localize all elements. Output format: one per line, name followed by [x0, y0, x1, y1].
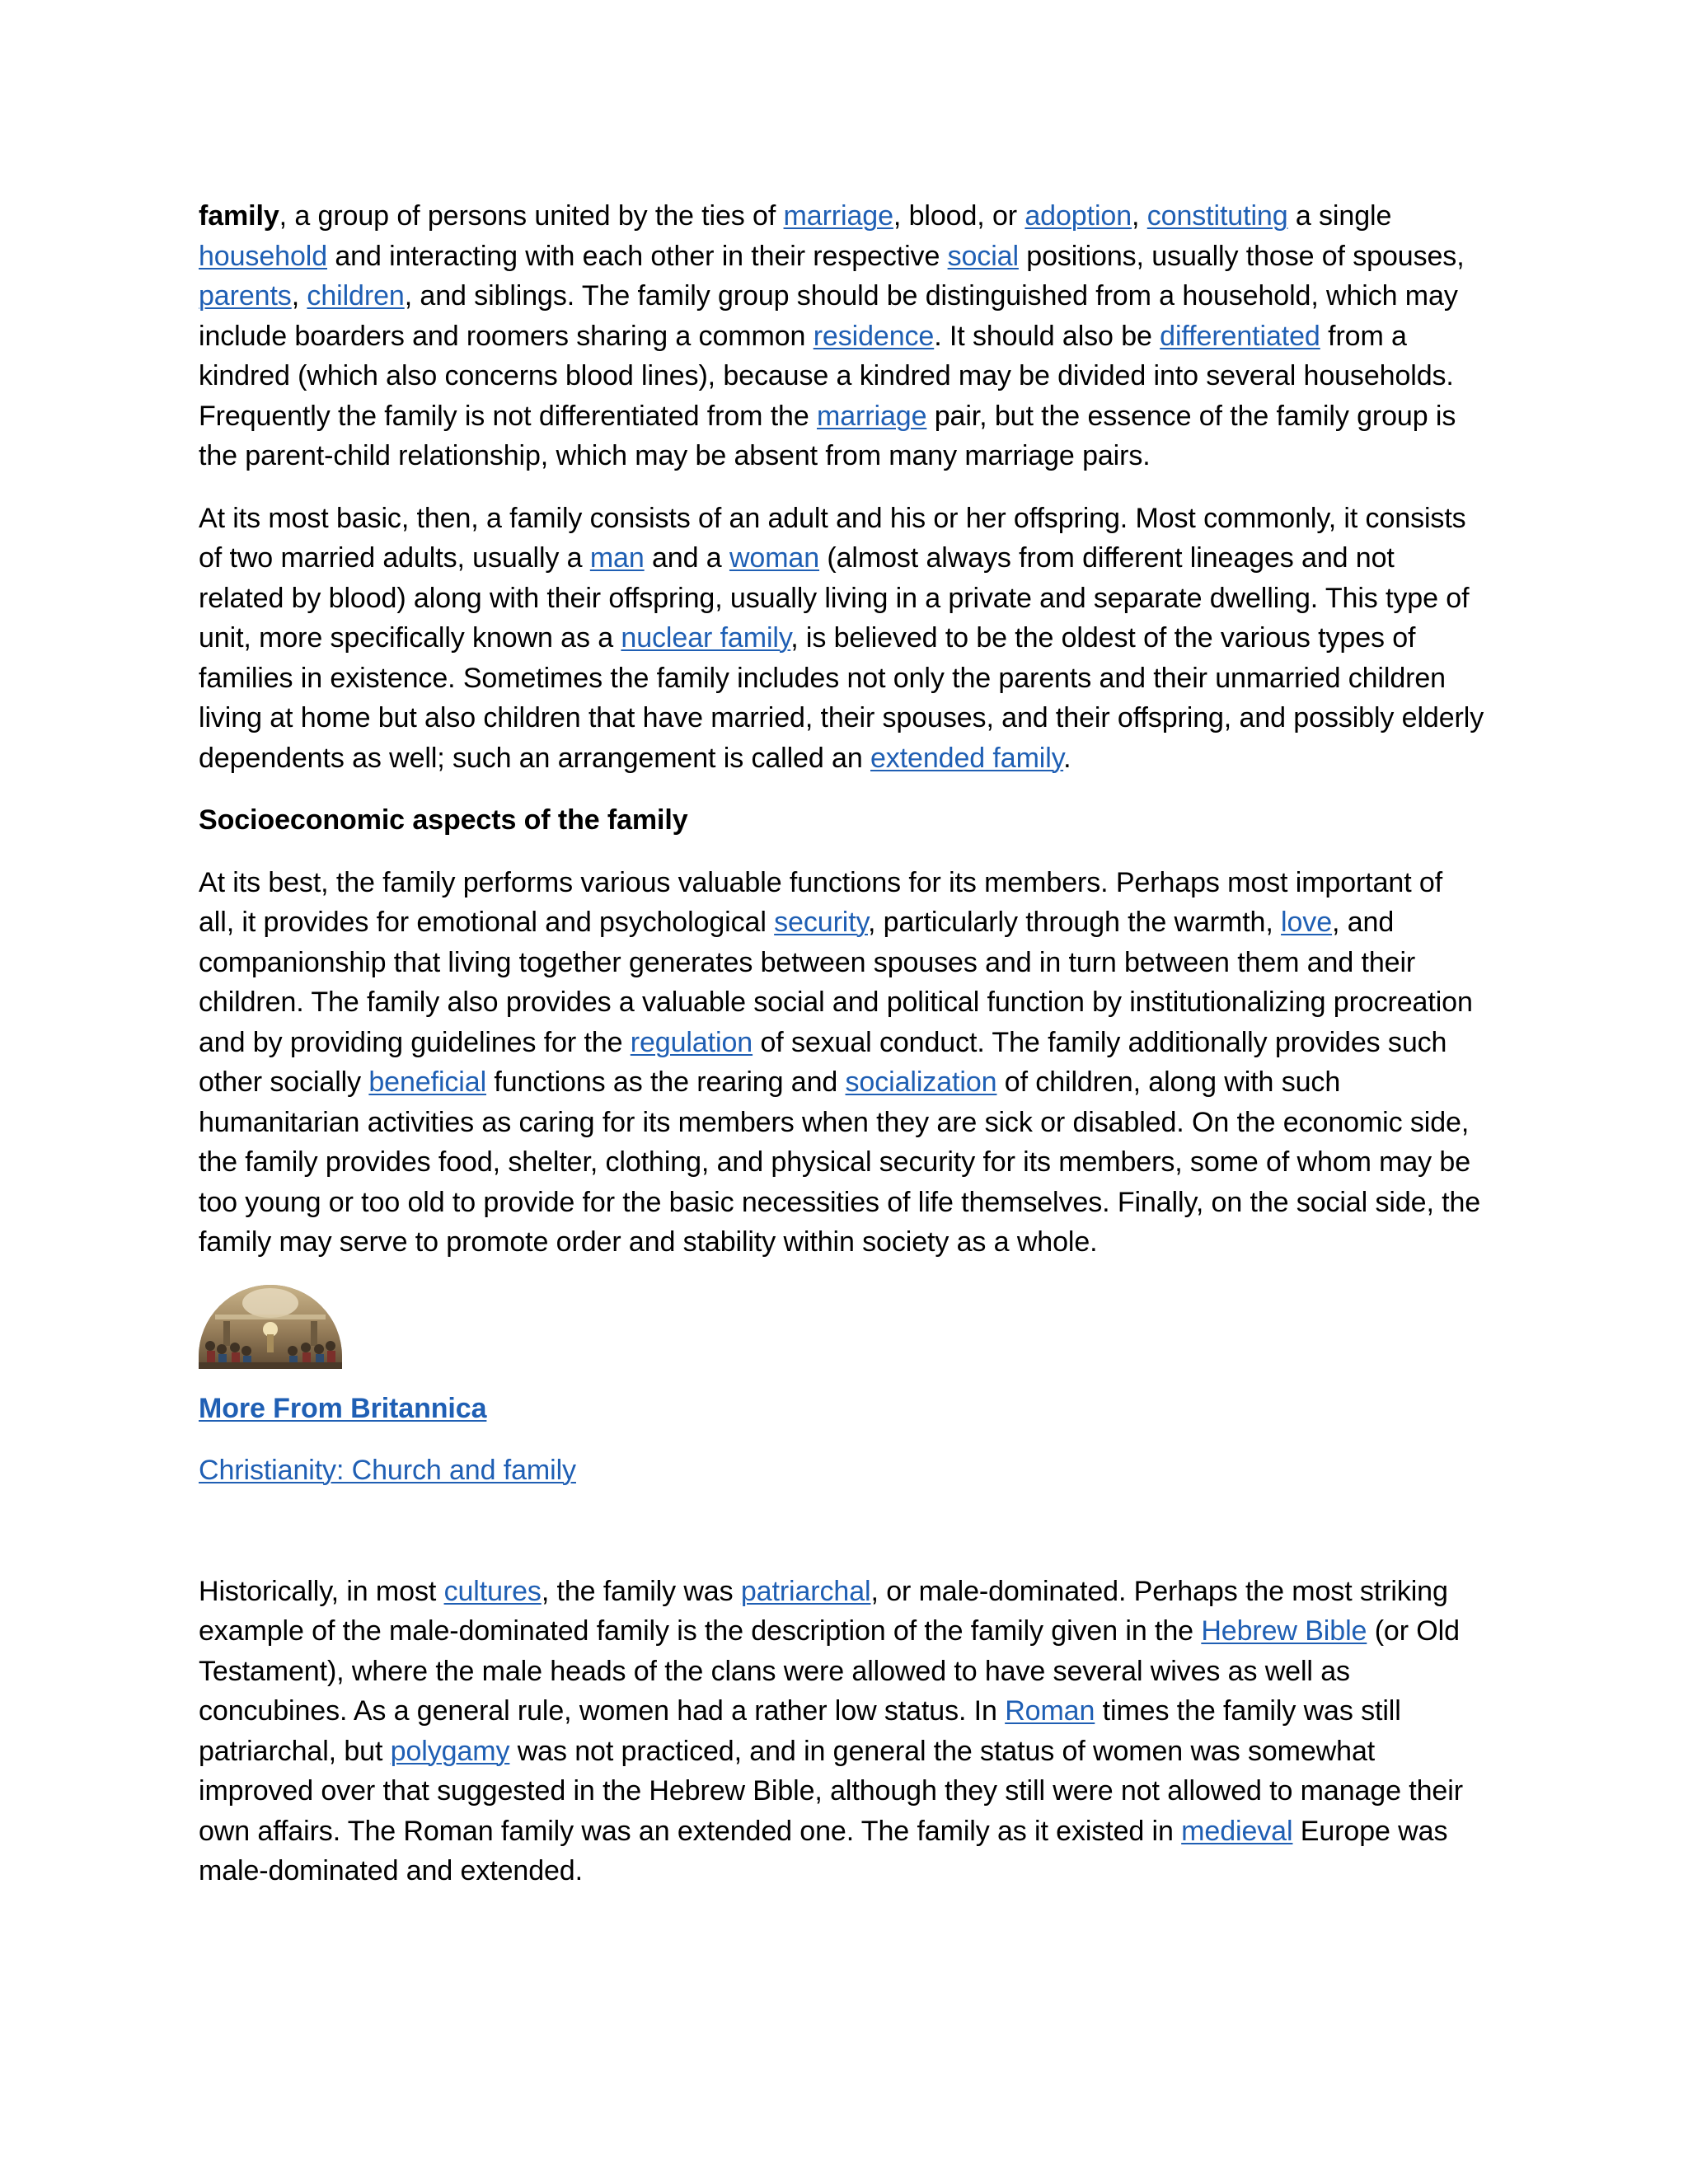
link-roman[interactable]: Roman: [1005, 1695, 1095, 1727]
text-run: At its most basic, then, a family consists of an adult and his or her offspring. Most commonly, it consists of two married adults, usually a: [199, 502, 1466, 574]
link-constituting[interactable]: constituting: [1146, 200, 1288, 232]
link-socialization[interactable]: socialization: [845, 1066, 997, 1098]
text-run: , and companionship that living together generates between spouses and in turn between them and their children. The family also provides a valuable social and political function by institutionalizing procreation and by providing guidelines for the: [199, 907, 1473, 1058]
link-security[interactable]: security: [774, 907, 868, 938]
link-regulation[interactable]: regulation: [630, 1026, 753, 1058]
paragraph-history: [199, 1572, 1484, 1891]
link-hebrew-bible[interactable]: Hebrew Bible: [1201, 1615, 1367, 1647]
text-run: Historically, in most: [199, 1575, 444, 1607]
related-thumbnail-container: [199, 1285, 1484, 1371]
link-patriarchal[interactable]: patriarchal: [740, 1575, 871, 1607]
section-heading: Socioeconomic aspects of the family: [199, 804, 688, 836]
text-run: positions, usually those of spouses,: [1018, 240, 1465, 272]
link-adoption[interactable]: adoption: [1025, 200, 1132, 232]
paragraph-functions: [199, 863, 1484, 1263]
link-household[interactable]: household: [199, 240, 328, 272]
text-run: and interacting with each other in their respective: [327, 240, 948, 272]
text-run: ,: [291, 280, 307, 312]
related-article-link[interactable]: Christianity: Church and family: [199, 1455, 576, 1486]
link-cultures[interactable]: cultures: [443, 1575, 542, 1607]
text-run: ,: [1132, 200, 1147, 232]
link-medieval[interactable]: medieval: [1181, 1815, 1293, 1847]
text-run: a single: [1287, 200, 1392, 232]
text-run: of children, along with such humanitarian activities as caring for its members when they are sick or disabled. On the economic side, the family provides food, shelter, clothing, and physical security for its members, some of whom may be too young or too old to provide for the basic necessities of life themselves. Finally, on the social side, the family may serve to promote order and stability within society as a whole.: [199, 1066, 1481, 1258]
text-run: , the family was: [541, 1575, 741, 1607]
fresco-image: [199, 1285, 342, 1369]
text-run: (or Old Testament), where the male heads of the clans were allowed to have several wives as well as concubines. As a general rule, women had a rather low status. In: [199, 1615, 1460, 1727]
church-fresco-thumbnail[interactable]: [199, 1285, 342, 1369]
text-run: times the family was still patriarchal, but: [199, 1695, 1401, 1767]
link-residence[interactable]: residence: [813, 320, 935, 352]
text-run: of sexual conduct. The family additionally provides such other socially: [199, 1026, 1447, 1098]
link-social[interactable]: social: [947, 240, 1019, 272]
link-woman[interactable]: woman: [729, 542, 820, 574]
text-run: from a kindred (which also concerns blood lines), because a kindred may be divided into several households. Frequently the family is not differentiated from the: [199, 320, 1454, 432]
link-polygamy[interactable]: polygamy: [390, 1735, 510, 1767]
text-run: and a: [644, 542, 729, 574]
link-beneficial[interactable]: beneficial: [368, 1066, 487, 1098]
link-differentiated[interactable]: differentiated: [1160, 320, 1320, 352]
link-man[interactable]: man: [589, 542, 645, 574]
text-run: . It should also be: [934, 320, 1160, 352]
text-run: At its best, the family performs various valuable functions for its members. Perhaps most important of all, it provides for emotional and psychological: [199, 866, 1443, 938]
paragraph-basic-family: [199, 499, 1484, 779]
text-run: , a group of persons united by the ties of: [279, 200, 784, 232]
more-from-britannica: [199, 1389, 1484, 1429]
text-run: pair, but the essence of the family group is the parent-child relationship, which may be absent from many marriage pairs.: [199, 400, 1456, 471]
text-run: was not practiced, and in general the status of women was somewhat improved over that suggested in the Hebrew Bible, although they still were not allowed to manage their own affairs. The Roman family was an extended one. The family as it existed in: [199, 1735, 1463, 1847]
text-run: .: [1063, 742, 1071, 774]
link-children[interactable]: children: [307, 280, 405, 312]
related-article: [199, 1451, 1484, 1491]
link-marriage-pair[interactable]: marriage: [817, 400, 927, 432]
text-run: (almost always from different lineages and not related by blood) along with their offspring, usually living in a private and separate dwelling. This type of unit, more specifically known as a: [199, 542, 1470, 654]
article-body: [199, 196, 1484, 1914]
more-from-britannica-link[interactable]: More From Britannica: [199, 1392, 487, 1424]
link-nuclear-family[interactable]: nuclear family: [621, 622, 791, 654]
text-run: functions as the rearing and: [486, 1066, 846, 1098]
link-marriage[interactable]: marriage: [783, 200, 893, 232]
link-parents[interactable]: parents: [199, 280, 292, 312]
text-run: , is believed to be the oldest of the various types of families in existence. Sometimes the family includes not only the parents and their unmarried children living at home but also children that have married, their spouses, and their offspring, and possibly elderly dependents as well; such an arrangement is called an: [199, 622, 1484, 774]
lead-term: family: [199, 200, 279, 232]
link-extended-family[interactable]: extended family: [870, 742, 1064, 774]
text-run: , blood, or: [893, 200, 1025, 232]
text-run: , or male-dominated. Perhaps the most striking example of the male-dominated family is the description of the family given in the: [199, 1575, 1448, 1647]
paragraph-definition: [199, 196, 1484, 476]
text-run: , and siblings. The family group should be distinguished from a household, which may include boarders and roomers sharing a common: [199, 280, 1458, 352]
text-run: , particularly through the warmth,: [867, 907, 1282, 938]
text-run: Europe was male-dominated and extended.: [199, 1815, 1448, 1886]
link-love[interactable]: love: [1281, 907, 1333, 938]
